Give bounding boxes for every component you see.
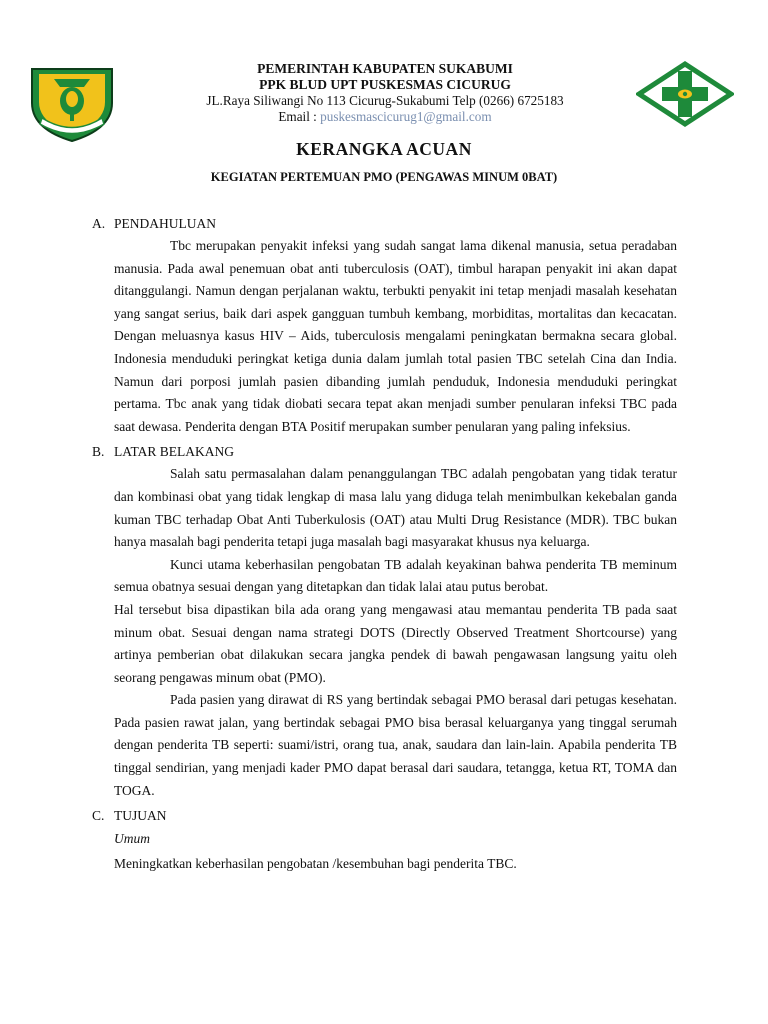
kabupaten-sukabumi-emblem-icon bbox=[26, 63, 118, 143]
tujuan-subheading: Umum bbox=[114, 831, 150, 847]
email-line bbox=[150, 109, 620, 125]
email-label: Email : bbox=[278, 109, 321, 124]
section-heading-tujuan bbox=[92, 804, 677, 827]
letterhead bbox=[0, 55, 768, 135]
document-title: KERANGKA ACUAN bbox=[296, 139, 472, 159]
latar-belakang-paragraph-4: Pada pasien yang dirawat di RS yang bertindak sebagai PMO berasal dari petugas kesehatan. Pada pasien rawat jalan, yang bertindak sebagai PMO bisa berasal keluarganya yang tinggal serumah dengan penderita TB seperti: suami/istri, orang tua, anak, saudara dan lain-lain. Apabila penderita TB tinggal sendirian, yang menjadi kader PMO dapat berasal dari saudara, tetangga, ketua RT, TOMA dan TOGA. bbox=[114, 692, 677, 798]
section-heading-pendahuluan bbox=[92, 212, 677, 235]
section-title: LATAR BELAKANG bbox=[114, 444, 235, 460]
government-name: PEMERINTAH KABUPATEN SUKABUMI bbox=[257, 61, 513, 76]
institution-name: PPK BLUD UPT PUSKESMAS CICURUG bbox=[259, 77, 511, 92]
tujuan-text: Meningkatkan keberhasilan pengobatan /kesembuhan bagi penderita TBC. bbox=[114, 856, 517, 872]
section-heading-latar-belakang bbox=[92, 440, 677, 463]
email-link[interactable]: puskesmascicurug1@gmail.com bbox=[320, 109, 492, 124]
latar-belakang-paragraph-1: Salah satu permasalahan dalam penanggulangan TBC adalah pengobatan yang tidak teratur dan kombinasi obat yang tidak lengkap di masa lalu yang diduga telah menimbulkan kekebalan ganda kuman TBC terhadap Obat Anti Tuberkulosis (OAT) atau Multi Drug Resistance (MDR). TBC bukan hanya masalah bagi penderita tetapi juga masalah bagi masyarakat khusus nya keluarga. bbox=[114, 466, 677, 550]
section-letter: A. bbox=[92, 216, 106, 231]
latar-belakang-paragraph-2: Kunci utama keberhasilan pengobatan TB adalah keyakinan bahwa penderita TB meminum semua obatnya sesuai dengan yang ditetapkan dan tidak lalai atau putus berobat. bbox=[114, 556, 677, 595]
address-line: JL.Raya Siliwangi No 113 Cicurug-Sukabumi Telp (0266) 6725183 bbox=[206, 93, 564, 108]
letterhead-text bbox=[150, 61, 620, 125]
section-letter: B. bbox=[92, 444, 105, 460]
section-letter: C. bbox=[92, 808, 105, 824]
document-body bbox=[92, 210, 677, 875]
section-title: PENDAHULUAN bbox=[114, 216, 216, 231]
section-title: TUJUAN bbox=[114, 808, 167, 824]
document-subtitle: KEGIATAN PERTEMUAN PMO (PENGAWAS MINUM 0BAT) bbox=[210, 170, 558, 184]
puskesmas-logo-icon bbox=[636, 61, 734, 127]
latar-belakang-paragraph-3: Hal tersebut bisa dipastikan bila ada orang yang mengawasi atau memantau penderita TB pada saat minum obat. Sesuai dengan nama strategi DOTS (Directly Observed Treatment Shortcourse) yang artinya pemberian obat dilakukan secara jangka pendek di bawah pengawasan langsung yaitu oleh seorang pengawas minum obat (PMO). bbox=[114, 601, 677, 685]
pendahuluan-paragraph: Tbc merupakan penyakit infeksi yang sudah sangat lama dikenal manusia, setua peradaban manusia. Pada awal penemuan obat anti tuberculosis (OAT), timbul harapan penyakit ini akan dapat ditanggulangi. Namun dengan perjalanan waktu, terbukti penyakit ini tetap menjadi masalah kesehatan yang sangat serius, baik dari aspek gangguan tumbuh kembang, morbiditas, mortalitas dan kecacatan. Dengan meluasnya kasus HIV – Aids, tuberculosis mengalami peningkatan bermakna secara global. Indonesia menduduki peringkat ketiga dunia dalam jumlah total pasien TBC setelah Cina dan India. Namun dari porposi jumlah pasien dibanding jumlah penduduk, Indonesia menduduki peringkat pertama. Tbc anak yang tidak diobati secara tepat akan menjadi sumber penularan infeksi TBC pada saat dewasa. Penderita dengan BTA Positif merupakan sumber penularan yang paling infeksius. bbox=[114, 238, 677, 434]
